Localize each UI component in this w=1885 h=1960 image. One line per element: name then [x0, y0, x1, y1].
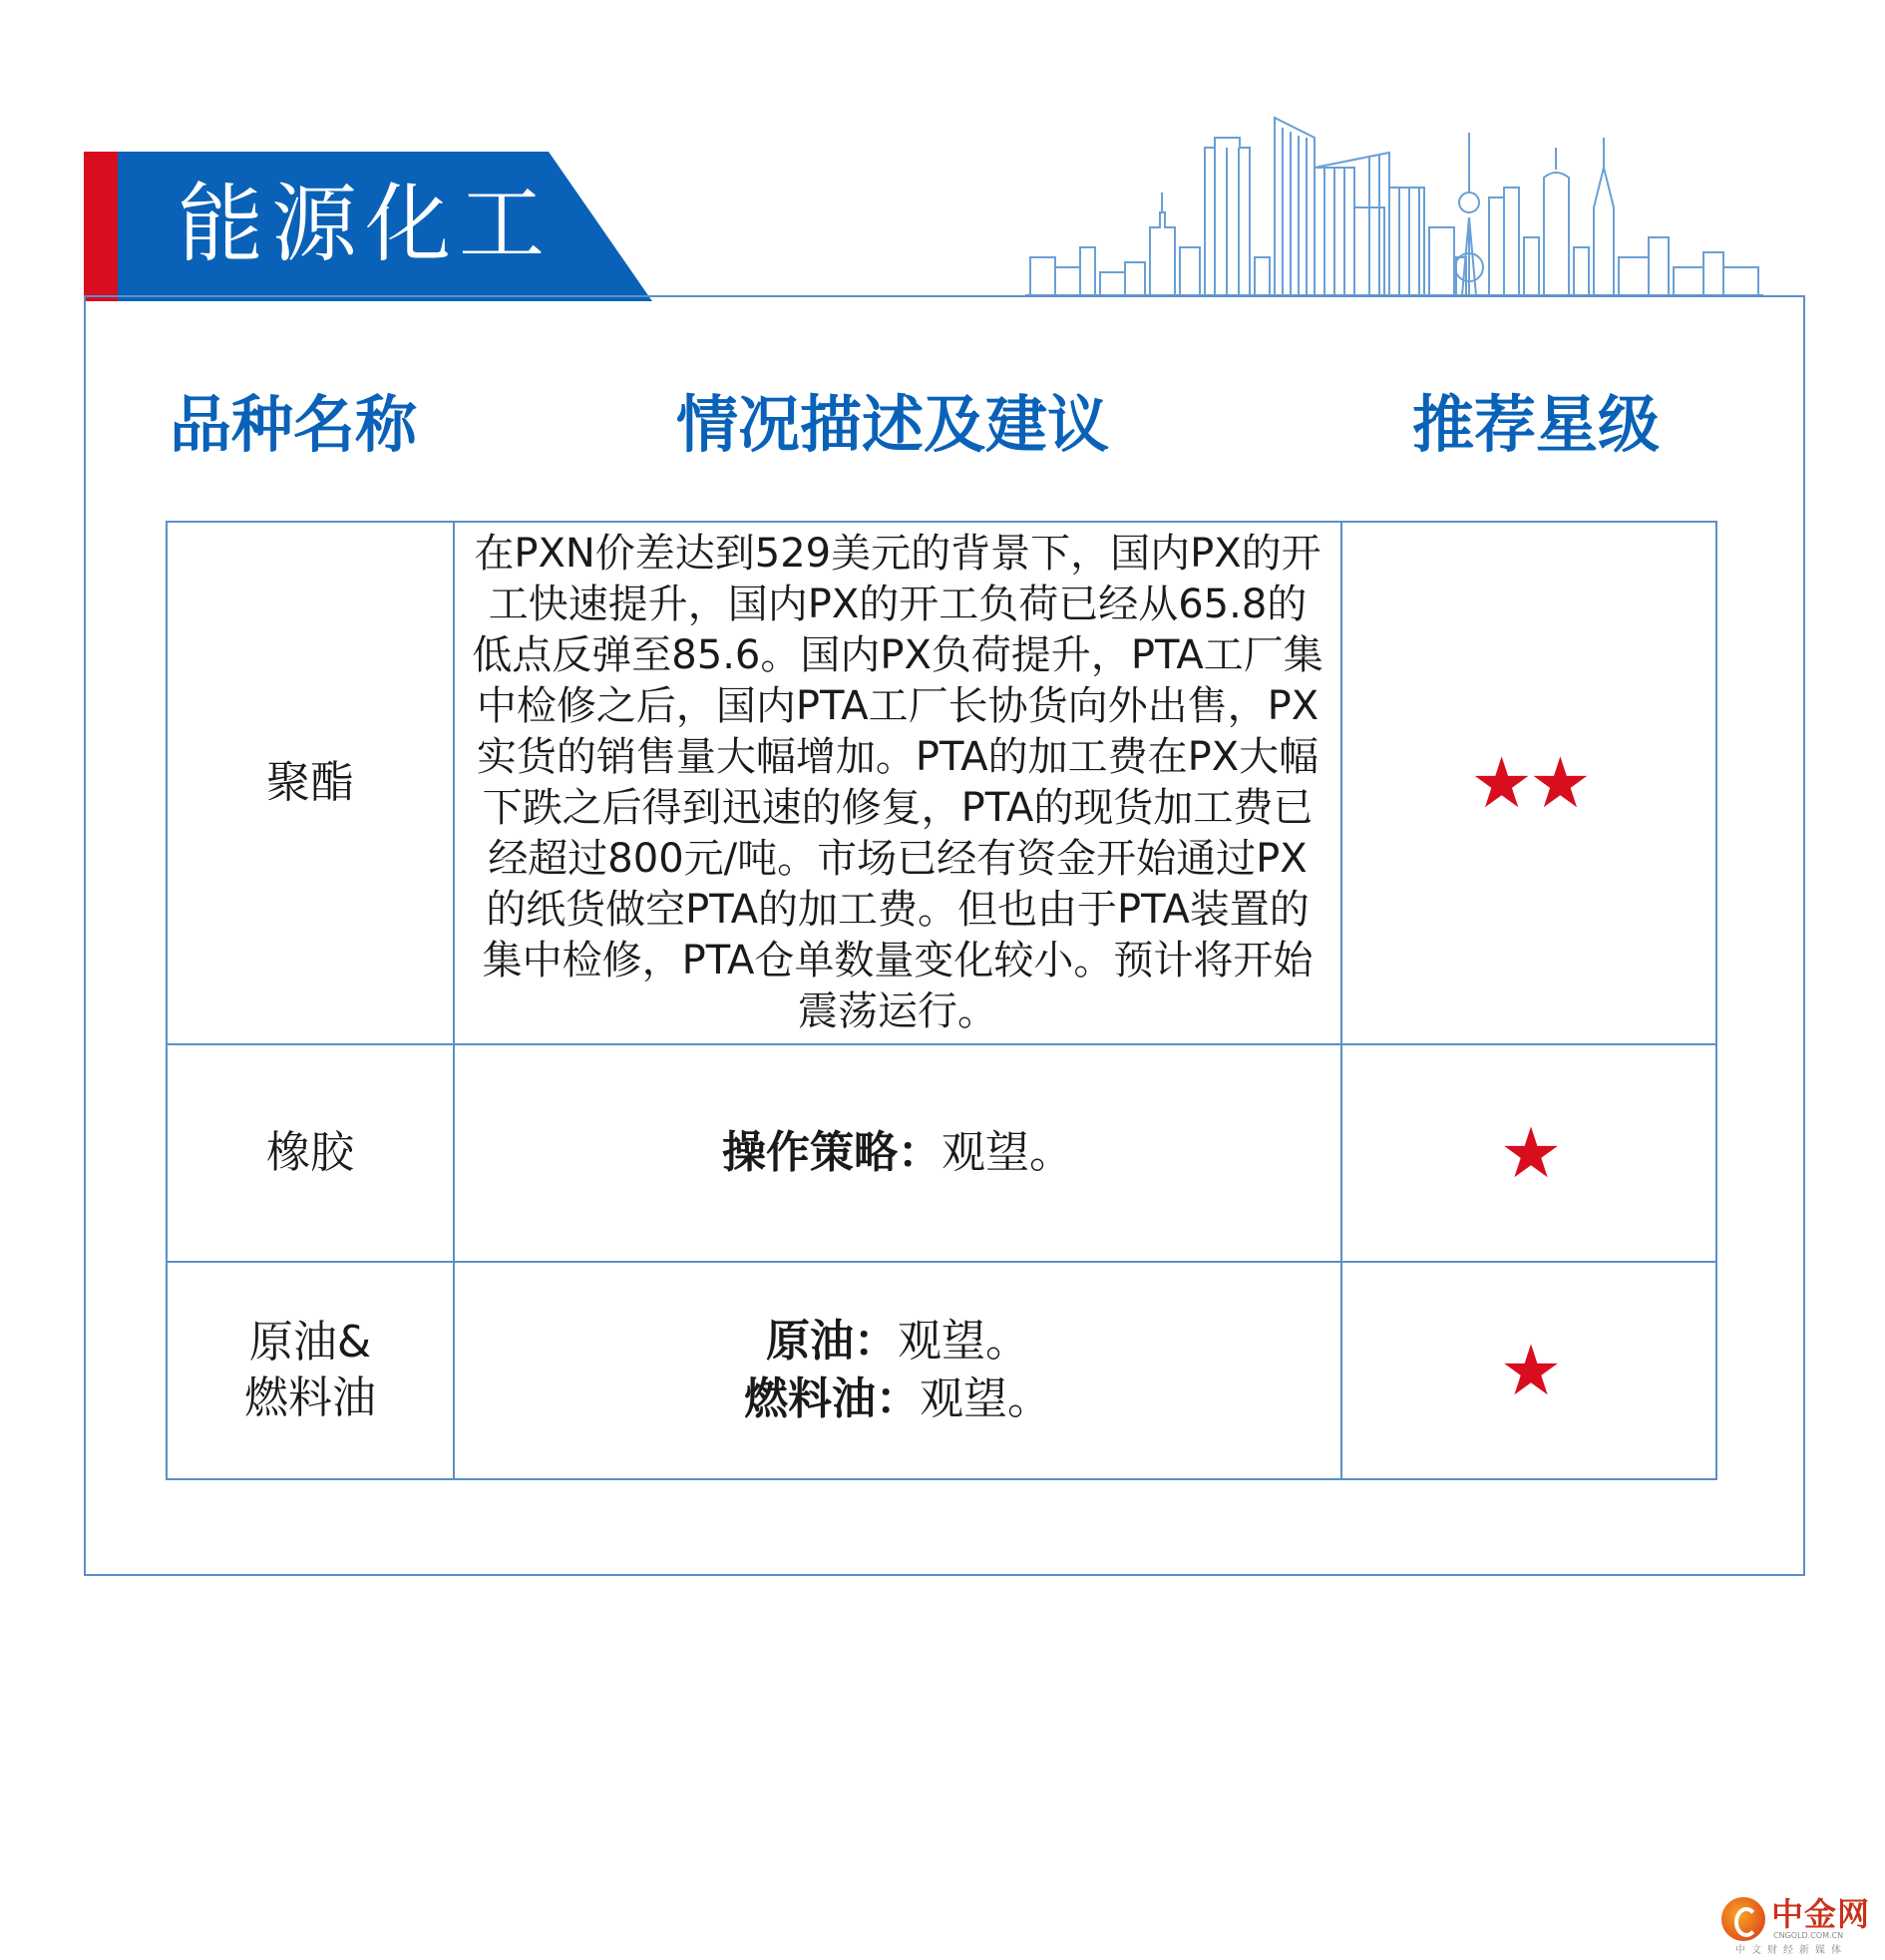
header-description: 情况描述及建议: [675, 388, 1109, 461]
row-name-cell: [167, 1262, 454, 1479]
variety-name-line: 原油&: [248, 1317, 372, 1368]
row-desc-cell: [454, 1044, 1341, 1262]
row-name-cell: [167, 1044, 454, 1262]
fuel-value: 观望。: [920, 1373, 1051, 1424]
strategy-label: 操作策略：: [722, 1127, 942, 1178]
row-desc-cell: [454, 522, 1341, 1044]
star-rating-icon: ★★: [1470, 742, 1588, 824]
description-text: 在PXN价差达到529美元的背景下，国内PX的开工快速提升，国内PX的开工负荷已经从65.8的低点反弹至85.6。国内PX负荷提升，PTA工厂集中检修之后，国内PTA工厂长协货向外出售，PX实货的销售量大幅增加。PTA的加工费在PX大幅下跌之后得到迅速的修复，PTA的现货加工费已经超过800元/吨。市场已经有资金开始通过PX的纸货做空PTA的加工费。但也由于PTA装置的集中检修，PTA仓单数量变化较小。预计将开始震荡运行。: [472, 531, 1323, 1034]
row-desc-cell: [454, 1262, 1341, 1479]
crude-value: 观望。: [898, 1316, 1029, 1367]
table-row: [167, 522, 1716, 1044]
logo-mark-icon: [1721, 1897, 1765, 1941]
logo-tagline: 中文财经新媒体: [1735, 1945, 1847, 1956]
variety-name: 橡胶: [266, 1127, 354, 1178]
row-rating-cell: [1341, 1044, 1716, 1262]
star-rating-icon: ★: [1499, 1330, 1559, 1411]
variety-name: 聚酯: [266, 757, 354, 808]
table-row: [167, 1262, 1716, 1479]
row-rating-cell: [1341, 1262, 1716, 1479]
header-variety-name: 品种名称: [170, 388, 418, 461]
recommendation-table: [166, 521, 1717, 1480]
section-title: 能源化工: [178, 175, 553, 274]
row-rating-cell: [1341, 522, 1716, 1044]
logo-domain: CNGOLD.COM.CN: [1773, 1931, 1844, 1940]
fuel-label: 燃料油：: [744, 1373, 920, 1424]
strategy-line: [455, 1124, 1340, 1182]
star-rating-icon: ★: [1499, 1112, 1559, 1194]
city-skyline-icon: [1025, 108, 1763, 297]
logo-name: 中金网: [1771, 1895, 1871, 1933]
crude-strategy-line: [455, 1313, 1340, 1371]
banner-red-stripe: [84, 152, 118, 301]
strategy-value: 观望。: [942, 1127, 1073, 1178]
row-name-cell: [167, 522, 454, 1044]
table-row: [167, 1044, 1716, 1262]
header-rating: 推荐星级: [1411, 388, 1660, 461]
fuel-strategy-line: [455, 1371, 1340, 1428]
variety-name-line: 燃料油: [244, 1372, 376, 1423]
crude-label: 原油：: [766, 1316, 898, 1367]
cngold-logo: [1721, 1895, 1871, 1956]
